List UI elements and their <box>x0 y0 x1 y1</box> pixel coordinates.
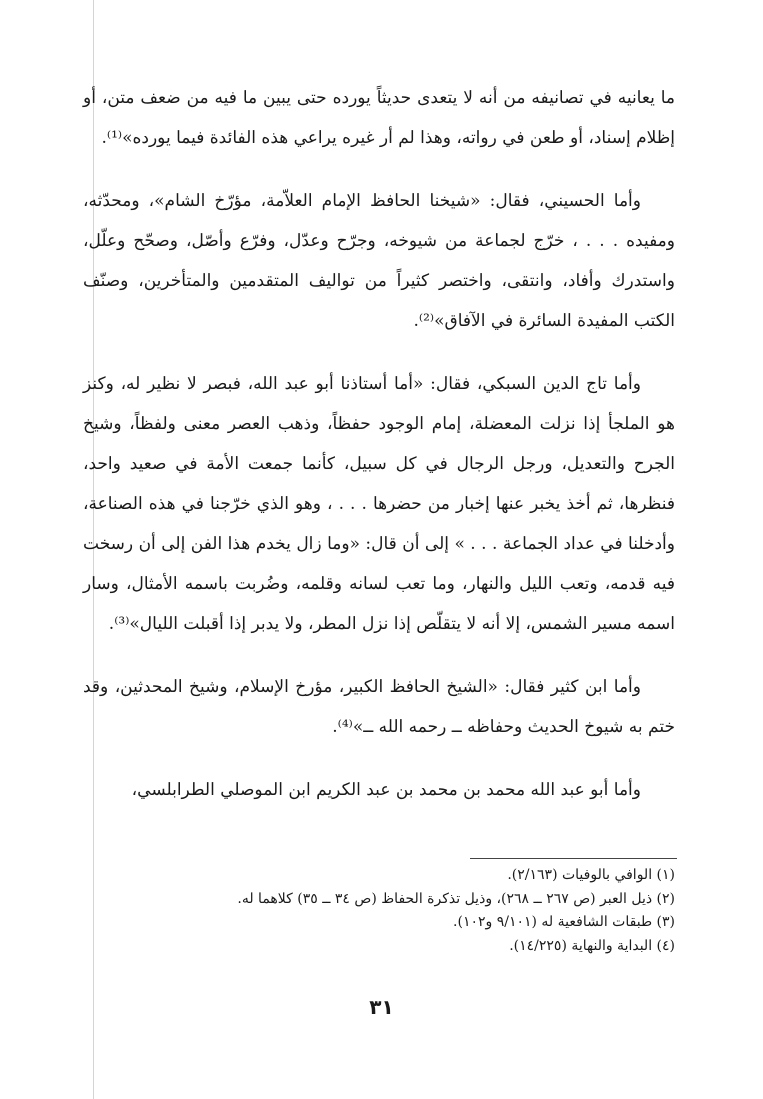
footnotes <box>115 864 675 958</box>
page-number: ٣١ <box>369 995 394 1019</box>
main-text <box>83 78 675 810</box>
footnote-2: (٢) ذيل العبر (ص ٢٦٧ ــ ٢٦٨)، وذيل تذكرة الحفاظ (ص ٣٤ ــ ٣٥) كلاهما له. <box>237 890 675 907</box>
paragraph-1: ما يعانيه في تصانيفه من أنه لا يتعدى حديثاً يورده حتى يبين ما فيه من ضعف متن، أو إظلام إسناد، أو طعن في رواته، وهذا لم أر غيره يراعي هذه الفائدة فيما يورده»⁽¹⁾. <box>83 88 675 148</box>
paragraph-3: وأما تاج الدين السبكي، فقال: «أما أستاذنا أبو عبد الله، فبصر لا نظير له، وكنز هو الملجأ إذا نزلت المعضلة، إمام الوجود حفظاً، وذهب العصر معنى ولفظاً، وشيخ الجرح والتعديل، ورجل الرجال في كل سبيل، كأنما جمعت الأمة في صعيد واحد، فنظرها، ثم أخذ يخبر عنها إخبار من حضرها . . . ، وهو الذي خرّجنا في هذه الصناعة، وأدخلنا في عداد الجماعة . . . » إلى أن قال: «وما زال يخدم هذا الفن إلى أن رسخت فيه قدمه، وتعب الليل والنهار، وما تعب لسانه وقلمه، وضُربت باسمه الأمثال، وسار اسمه مسير الشمس، إلا أنه لا يتقلّص إذا نزل المطر، ولا يدبر إذا أقبلت الليال»⁽³⁾. <box>83 374 675 634</box>
paragraph-5: وأما أبو عبد الله محمد بن محمد بن عبد الكريم ابن الموصلي الطرابلسي، <box>131 780 641 800</box>
paragraph-2: وأما الحسيني، فقال: «شيخنا الحافظ الإمام العلاّمة، مؤرّخ الشام»، ومحدّثه، ومفيده . . . ، خرّج لجماعة من شيوخه، وجرّح وعدّل، وفرّع وأصّل، وصحّح وعلّل، واستدرك وأفاد، وانتقى، واختصر كثيراً من تواليف المتقدمين والمتأخرين، وصنّف الكتب المفيدة السائرة في الآفاق»⁽²⁾. <box>83 191 675 331</box>
paragraph-4: وأما ابن كثير فقال: «الشيخ الحافظ الكبير، مؤرخ الإسلام، وشيخ المحدثين، وقد ختم به شيوخ الحديث وحفاظه ــ رحمه الله ــ»⁽⁴⁾. <box>83 677 675 737</box>
footnote-separator <box>470 858 677 859</box>
footnote-3: (٣) طبقات الشافعية له (٩/١٠١ و١٠٢). <box>453 914 675 930</box>
footnote-4: (٤) البداية والنهاية (١٤/٢٢٥). <box>509 937 675 954</box>
footnote-1: (١) الوافي بالوفيات (٢/١٦٣). <box>507 867 675 883</box>
